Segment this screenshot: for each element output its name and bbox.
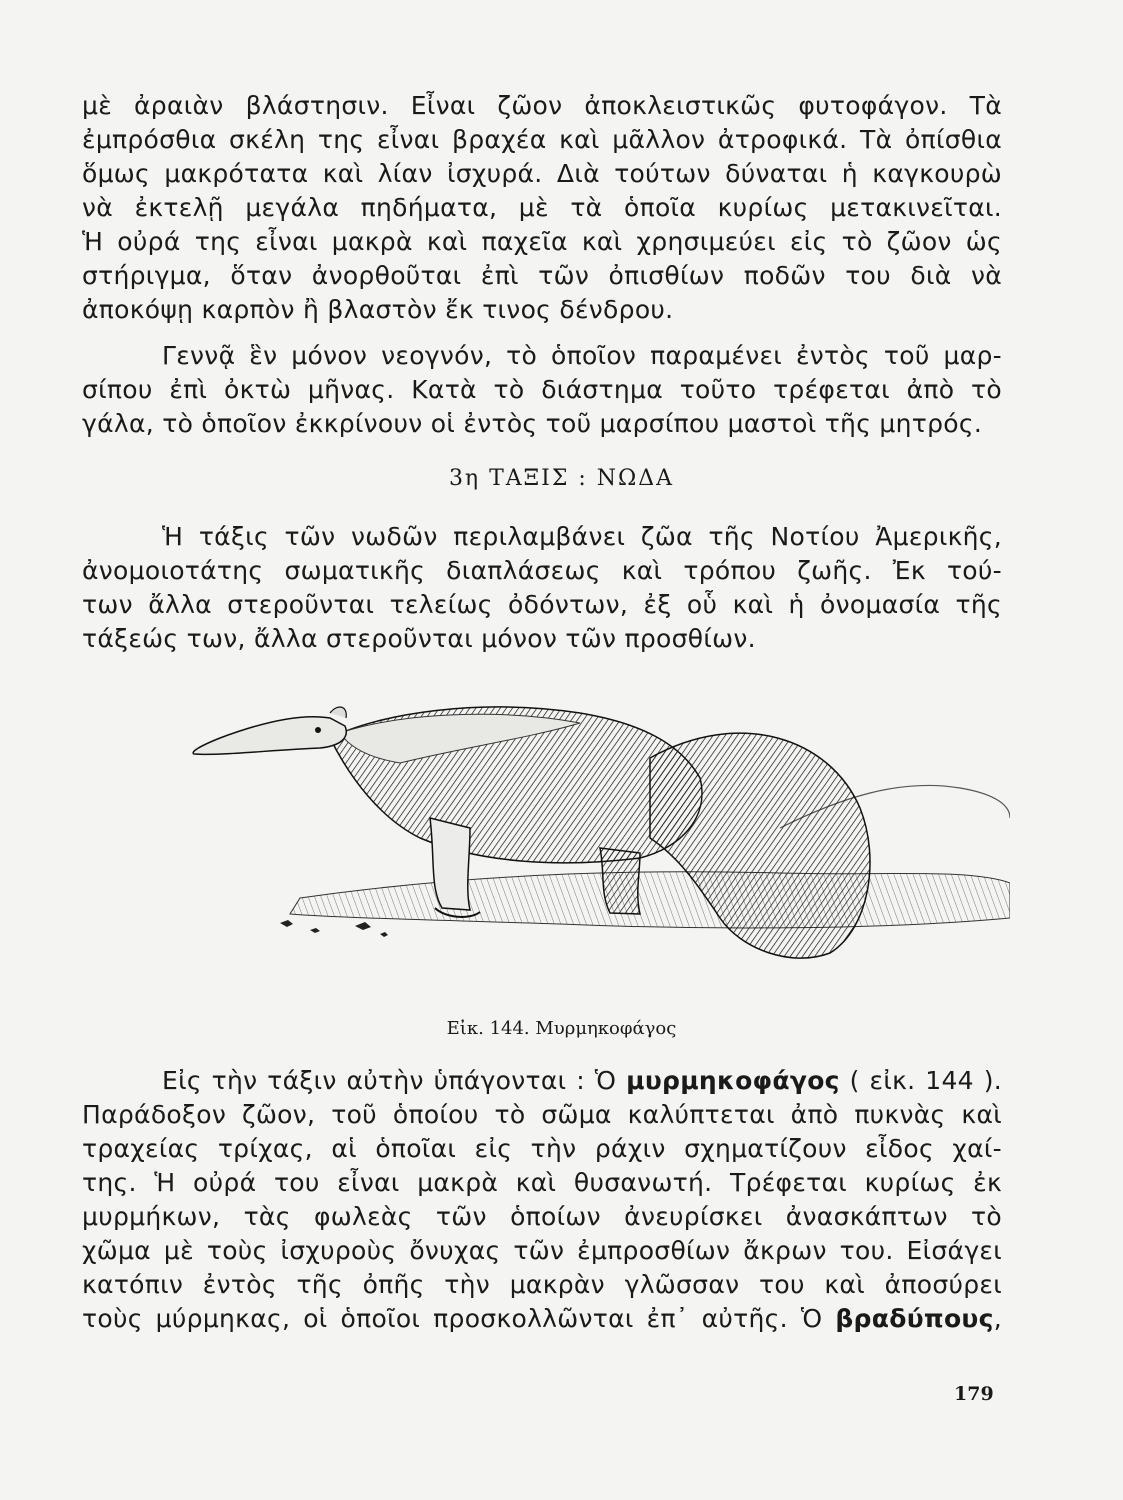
paragraph-4: [82, 1064, 1002, 1336]
paragraph-2: [82, 339, 1002, 441]
text-span: τοὺς μύρμηκας, οἱ ὁποῖοι προσκολλῶνται ἐπ᾽ αὐτῆς. Ὁ: [82, 1304, 836, 1333]
paragraph-1: [82, 89, 1002, 327]
bold-term-anteater: μυρμηκοφάγος: [626, 1066, 840, 1095]
bold-term-sloth: βραδύπους: [835, 1304, 994, 1333]
text-line: στήριγμα, ὅταν ἀνορθοῦται ἐπὶ τῶν ὀπισθίων ποδῶν του διὰ νὰ: [82, 261, 1002, 290]
text-line: Ἡ οὐρά της εἶναι μακρὰ καὶ παχεῖα καὶ χρησιμεύει εἰς τὸ ζῶον ὡς: [82, 227, 1002, 256]
text-line: τραχείας τρίχας, αἱ ὁποῖαι εἰς τὴν ράχιν σχηματίζουν εἶδος χαί-: [82, 1134, 1002, 1163]
text-line: ὅμως μακρότατα καὶ λίαν ἰσχυρά. Διὰ τούτων δύναται ἡ καγκουρὼ: [82, 159, 1002, 188]
text-line: γάλα, τὸ ὁποῖον ἐκκρίνουν οἱ ἐντὸς τοῦ μαρσίπου μαστοὶ τῆς μητρός.: [82, 409, 983, 438]
text-line: Γεννᾷ ἓν μόνον νεογνόν, τὸ ὁποῖον παραμένει ἐντὸς τοῦ μαρ-: [162, 341, 1002, 370]
text-line: της. Ἡ οὐρά του εἶναι μακρὰ καὶ θυσανωτή. Τρέφεται κυρίως ἐκ: [82, 1168, 1002, 1197]
anteater-illustration: [180, 668, 1010, 978]
paragraph-3: [82, 520, 1002, 656]
text-line: μυρμήκων, τὰς φωλεὰς τῶν ὁποίων ἀνευρίσκει ἀνασκάπτων τὸ: [82, 1202, 1002, 1231]
text-line: κατόπιν ἐντὸς τῆς ὀπῆς τὴν μακρὰν γλῶσσαν του καὶ ἀποσύρει: [82, 1270, 1002, 1299]
text-line: νὰ ἐκτελῇ μεγάλα πηδήματα, μὲ τὰ ὁποῖα κυρίως μετακινεῖται.: [82, 193, 1002, 222]
text-line: Ἡ τάξις τῶν νωδῶν περιλαμβάνει ζῶα τῆς Νοτίου Ἀμερικῆς,: [162, 522, 1002, 551]
text-span: ,: [993, 1304, 1002, 1333]
page-number: 179: [954, 1383, 994, 1405]
text-span: Εἰς τὴν τάξιν αὐτὴν ὑπάγονται : Ὁ: [162, 1066, 627, 1095]
text-line: μὲ ἀραιὰν βλάστησιν. Εἶναι ζῶον ἀποκλειστικῶς φυτοφάγον. Τὰ: [82, 91, 1002, 120]
text-line: [82, 1064, 1002, 1098]
figure-caption: Εἰκ. 144. Μυρμηκοφάγος: [446, 1018, 677, 1039]
text-line: ἀποκόψῃ καρπὸν ἢ βλαστὸν ἔκ τινος δένδρου.: [82, 295, 674, 324]
text-line: τάξεώς των, ἄλλα στεροῦνται μόνον τῶν προσθίων.: [82, 624, 756, 653]
text-line: ἀνομοιοτάτης σωματικῆς διαπλάσεως καὶ τρόπου ζωῆς. Ἐκ τού-: [82, 556, 1002, 585]
text-line: [82, 1302, 1002, 1336]
text-line: χῶμα μὲ τοὺς ἰσχυροὺς ὄνυχας τῶν ἐμπροσθίων ἄκρων του. Εἰσάγει: [82, 1236, 1002, 1265]
text-line: των ἄλλα στεροῦνται τελείως ὀδόντων, ἐξ οὗ καὶ ἡ ὀνομασία τῆς: [82, 590, 1002, 619]
text-line: ἐμπρόσθια σκέλη της εἶναι βραχέα καὶ μᾶλλον ἀτροφικά. Τὰ ὀπίσθια: [82, 125, 1002, 154]
text-line: σίπου ἐπὶ ὀκτὼ μῆνας. Κατὰ τὸ διάστημα τοῦτο τρέφεται ἀπὸ τὸ: [82, 375, 1002, 404]
text-span: ( εἰκ. 144 ).: [839, 1066, 1002, 1095]
section-heading: 3η ΤΑΞΙΣ : ΝΩΔΑ: [448, 466, 675, 491]
text-line: Παράδοξον ζῶον, τοῦ ὁποίου τὸ σῶμα καλύπτεται ἀπὸ πυκνὰς καὶ: [82, 1100, 1002, 1129]
